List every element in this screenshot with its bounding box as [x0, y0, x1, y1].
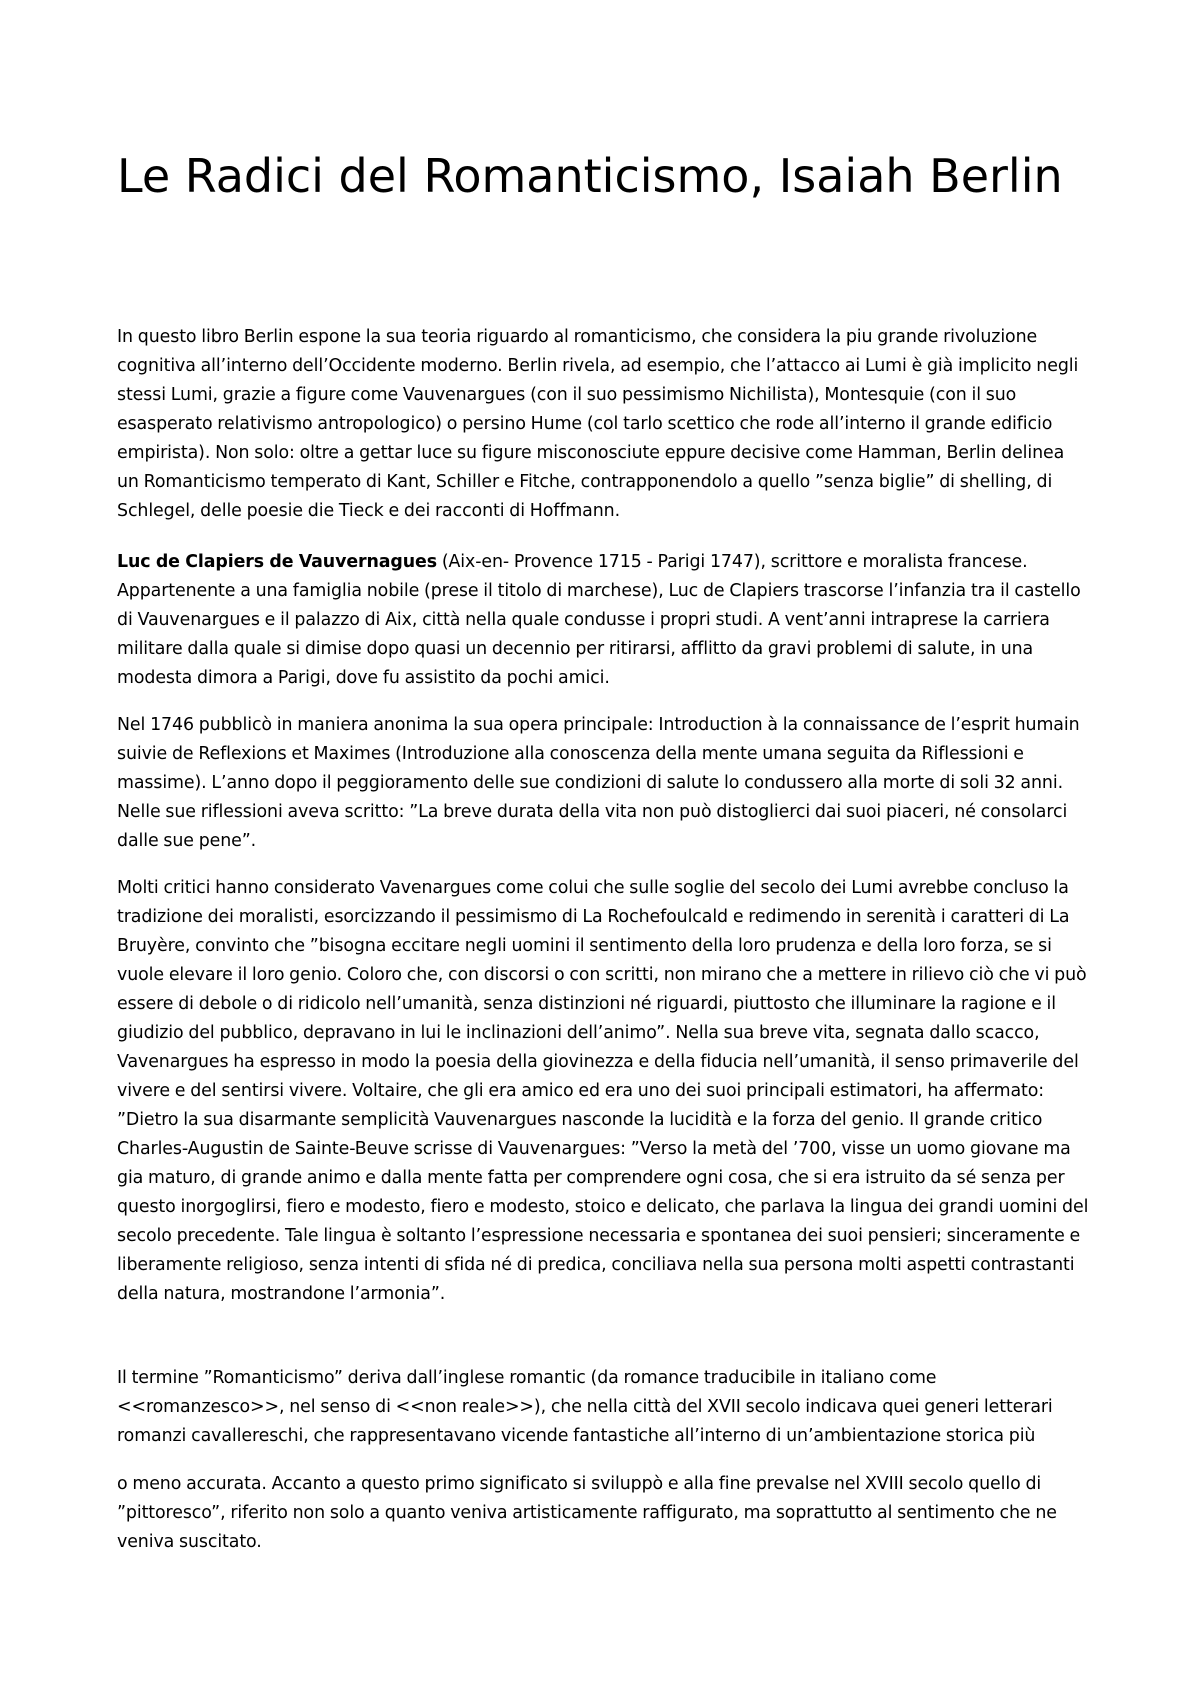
paragraph-opera: Nel 1746 pubblicò in maniera anonima la sua opera principale: Introduction à la connaissance de l’esprit humain suivie de Reflexions et Maximes (Introduzione alla conoscenza della mente umana seguita da Riflessioni e massime). L’anno dopo il peggioramento delle sue condizioni di salute lo condussero alla morte di soli 32 anni. Nelle sue riflessioni aveva scritto: ”La breve durata della vita non può distoglierci dai suoi piaceri, né consolarci dalle sue pene”. — [117, 715, 1080, 851]
vauvenargues-name: Luc de Clapiers de Vauvernagues — [117, 552, 437, 572]
paragraph-termine: Il termine ”Romanticismo” deriva dall’inglese romantic (da romance traducibile in italiano come <<romanzesco>>, nel senso di <<non reale>>), che nella città del XVII secolo indicava quei generi letterari romanzi cavallereschi, che rappresentavano vicende fantastiche all’interno di un’ambientazione storica più — [117, 1368, 1053, 1446]
page-title: Le Radici del Romanticismo, Isaiah Berlin — [117, 149, 1063, 203]
paragraph-accurata: o meno accurata. Accanto a questo primo significato si sviluppò e alla fine prevalse nel XVIII secolo quello di ”pittoresco”, riferito non solo a quanto veniva artisticamente raffigurato, ma soprattutto al sentimento che ne veniva suscitato. — [117, 1474, 1057, 1552]
paragraph-intro: In questo libro Berlin espone la sua teoria riguardo al romanticismo, che considera la piu grande rivoluzione cognitiva all’interno dell’Occidente moderno. Berlin rivela, ad esempio, che l’attacco ai Lumi è già implicito negli stessi Lumi, grazie a figure come Vauvenargues (con il suo pessimismo Nichilista), Montesquie (con il suo esasperato relativismo antropologico) o persino Hume (col tarlo scettico che rode all’interno il grande edificio empirista). Non solo: oltre a gettar luce su figure misconosciute eppure decisive come Hamman, Berlin delinea un Romanticismo temperato di Kant, Schiller e Fitche, contrapponendolo a quello ”senza biglie” di shelling, di Schlegel, delle poesie die Tieck e dei racconti di Hoffmann. — [117, 327, 1079, 521]
paragraph-vauvenargues — [117, 548, 1089, 693]
vauvenargues-bio: (Aix-en- Provence 1715 - Parigi 1747), scrittore e moralista francese. Appartenente a una famiglia nobile (prese il titolo di marchese), Luc de Clapiers trascorse l’infanzia tra il castello di Vauvenargues e il palazzo di Aix, città nella quale condusse i propri studi. A vent’anni intraprese la carriera militare dalla quale si dimise dopo quasi un decennio per ritirarsi, afflitto da gravi problemi di salute, in una modesta dimora a Parigi, dove fu assistito da pochi amici. — [117, 552, 1081, 688]
paragraph-critici: Molti critici hanno considerato Vavenargues come colui che sulle soglie del secolo dei Lumi avrebbe concluso la tradizione dei moralisti, esorcizzando il pessimismo di La Rochefoulcald e redimendo in serenità i caratteri di La Bruyère, convinto che ”bisogna eccitare negli uomini il sentimento della loro prudenza e della loro forza, se si vuole elevare il loro genio. Coloro che, con discorsi o con scritti, non mirano che a mettere in rilievo ciò che vi può essere di debole o di ridicolo nell’umanità, senza distinzioni né riguardi, piuttosto che illuminare la ragione e il giudizio del pubblico, depravano in lui le inclinazioni dell’animo”. Nella sua breve vita, segnata dallo scacco, Vavenargues ha espresso in modo la poesia della giovinezza e della fiducia nell’umanità, il senso primaverile del vivere e del sentirsi vivere. Voltaire, che gli era amico ed era uno dei suoi principali estimatori, ha affermato: ”Dietro la sua disarmante semplicità Vauvenargues nasconde la lucidità e la forza del genio. Il grande critico Charles-Augustin de Sainte-Beuve scrisse di Vauvenargues: ”Verso la metà del ’700, visse un uomo giovane ma gia maturo, di grande animo e dalla mente fatta per comprendere ogni cosa, che si era istruito da sé senza per questo inorgoglirsi, fiero e modesto, fiero e modesto, stoico e delicato, che parlava la lingua dei grandi uomini del secolo precedente. Tale lingua è soltanto l’espressione necessaria e spontanea dei suoi pensieri; sinceramente e liberamente religioso, senza intenti di sfida né di predica, conciliava nella sua persona molti aspetti contrastanti della natura, mostrandone l’armonia”. — [117, 878, 1089, 1304]
